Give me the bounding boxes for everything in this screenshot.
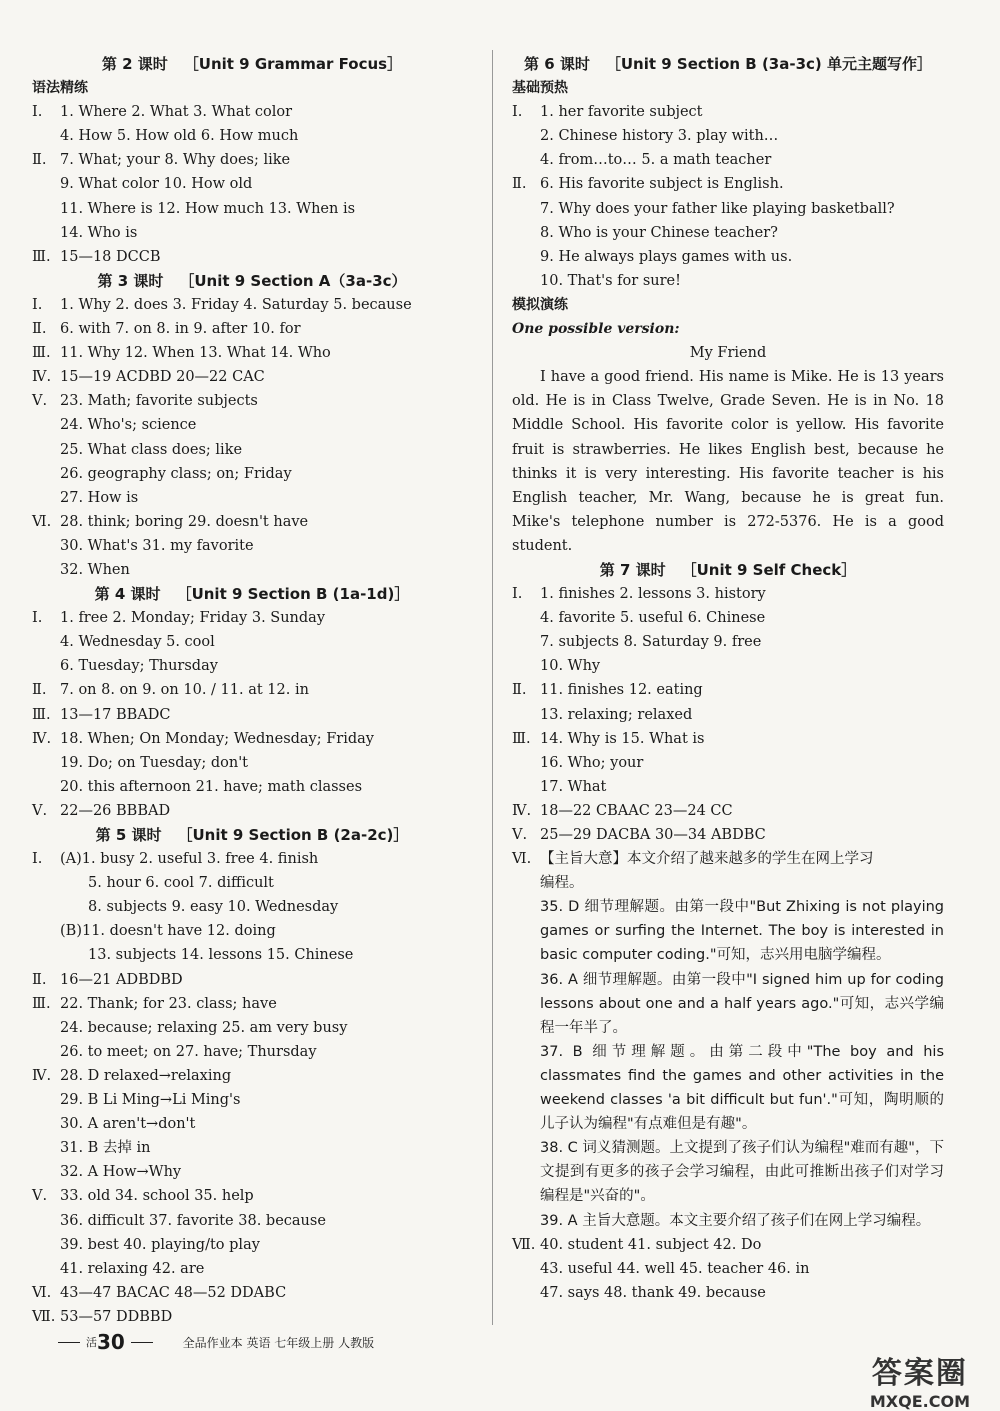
roman-numeral: Ⅳ. [32, 730, 52, 747]
answer-text: 4. How 5. How old 6. How much [60, 128, 299, 145]
answer-row [512, 823, 944, 847]
answer-text: 24. because; relaxing 25. am very busy [60, 1019, 348, 1036]
answer-text: 6. His favorite subject is English. [540, 176, 784, 193]
lesson-number: 第 7 课时 [599, 560, 666, 579]
answer-row [32, 1281, 472, 1305]
answer-row [32, 630, 472, 654]
explanation-item: 36. A 细节理解题。由第一段中"I signed him up for coding lessons about one and a half years ago."可知，志兴学编程一年半了。 [540, 971, 944, 1036]
roman-numeral: Ⅲ. [32, 706, 51, 723]
answer-text: 1. finishes 2. lessons 3. history [540, 586, 766, 603]
answer-text: 22. Thank; for 23. class; have [60, 995, 277, 1012]
lesson-number: 第 2 课时 [101, 55, 168, 73]
answer-text: 16. Who; your [540, 754, 644, 771]
answer-text: 1. Where 2. What 3. What color [60, 104, 293, 121]
lesson-title: ［Unit 9 Section A（3a-3c） [179, 271, 407, 290]
answer-row [32, 1305, 472, 1329]
roman-numeral: Ⅶ. [32, 1308, 56, 1325]
answer-text: 13—17 BBADC [60, 706, 171, 723]
roman-numeral: Ⅵ. [32, 1284, 52, 1301]
answer-row [512, 678, 944, 702]
answer-text: (A)1. busy 2. useful 3. free 4. finish [60, 851, 319, 868]
answer-row [32, 751, 472, 775]
answer-text: 7. subjects 8. Saturday 9. free [540, 634, 762, 651]
explanation-item: 37. B 细节理解题。由第二段中"The boy and his classmates find the games and other activities in the weekend classes 'a bit difficult but fun'."可知，陶明顺的儿子认为编程"有点难但是有趣"。 [540, 1043, 944, 1133]
answer-text: 9. What color 10. How old [60, 176, 253, 193]
lesson-heading [512, 558, 944, 582]
answer-row [32, 775, 472, 799]
explanation-item: 35. D 细节理解题。由第一段中"But Zhixing is not playing games or surfing the Internet. The boy is interested in basic computer coding."可知，志兴用电脑学编程。 [540, 899, 944, 964]
answer-text: 39. best 40. playing/to play [60, 1236, 260, 1253]
answer-row [32, 365, 472, 389]
answer-row [32, 1088, 472, 1112]
answer-row [32, 1112, 472, 1136]
answer-row [32, 968, 472, 992]
answer-row [32, 1209, 472, 1233]
roman-numeral: Ⅲ. [512, 730, 531, 747]
answer-row [32, 172, 472, 196]
answer-text: 31. B 去掉 in [60, 1140, 151, 1157]
roman-numeral: Ⅲ. [32, 345, 51, 362]
essay-paragraph: I have a good friend. His name is Mike. He is 13 years old. He is in Class Twelve, Grade Seven. He is in No. 18 Middle School. His favorite color is yellow. His favorite fruit is strawberries. He likes English best, because he thinks it is very interesting. His favorite teacher is his English teacher, Mr. Wang, because he is great fun. Mike's telephone number is 272-5376. He is a good student. [512, 369, 944, 554]
lesson-heading [32, 582, 472, 606]
answer-row [512, 775, 944, 799]
answer-row [512, 172, 944, 196]
answer-text: 25—29 DACBA 30—34 ABDBC [540, 827, 766, 843]
answer-text: 30. What's 31. my favorite [60, 537, 254, 554]
answer-row [512, 582, 944, 606]
roman-numeral: Ⅶ. [512, 1236, 536, 1253]
answer-text: 4. Wednesday 5. cool [60, 634, 215, 651]
answer-text: 26. to meet; on 27. have; Thursday [60, 1043, 317, 1060]
answer-text: (B)11. doesn't have 12. doing [60, 923, 276, 940]
answer-text: 1. her favorite subject [540, 104, 703, 121]
answer-text: 11. Why 12. When 13. What 14. Who [60, 345, 331, 362]
answer-text: 1. Why 2. does 3. Friday 4. Saturday 5. because [60, 296, 412, 313]
answer-row [512, 148, 944, 172]
roman-numeral: Ⅳ. [32, 369, 52, 386]
answer-text: 43—47 BACAC 48—52 DDABC [60, 1284, 287, 1301]
answer-text: 17. What [540, 778, 607, 795]
answer-row [32, 799, 472, 823]
roman-numeral: Ⅱ. [512, 176, 527, 193]
lesson-number: 第 3 课时 [97, 271, 164, 290]
watermark-text: 答案圈 [871, 1356, 968, 1391]
answer-row [32, 341, 472, 365]
answer-row [512, 124, 944, 148]
answer-text: 11. Where is 12. How much 13. When is [60, 200, 356, 217]
footer-dash [131, 1342, 153, 1343]
page-prefix: 活 [86, 1336, 97, 1349]
answer-row [512, 1281, 944, 1305]
answer-text: 36. difficult 37. favorite 38. because [60, 1212, 326, 1229]
answer-text: 25. What class does; like [60, 441, 243, 458]
answer-text: 19. Do; on Tuesday; don't [60, 754, 249, 771]
roman-numeral: Ⅱ. [32, 682, 47, 699]
roman-numeral: Ⅰ. [32, 610, 43, 627]
roman-numeral: Ⅰ. [32, 851, 43, 868]
answer-row [512, 847, 944, 871]
lesson-heading [32, 823, 472, 847]
section-label: 基础预热 [512, 80, 568, 97]
answer-text: 27. How is [60, 489, 139, 506]
lesson-title: ［Unit 9 Section B (2a-2c)］ [177, 826, 409, 844]
answer-row [512, 606, 944, 630]
watermark-url: MXQE.COM [869, 1392, 970, 1411]
essay-title: My Friend [689, 345, 767, 362]
answer-text: 53—57 DDBBD [60, 1308, 173, 1325]
section-label: 模拟演练 [512, 296, 568, 313]
answer-text: 编程。 [540, 875, 584, 892]
answer-row [512, 799, 944, 823]
answer-row [512, 727, 944, 751]
answer-row [32, 558, 472, 582]
answer-row [512, 269, 944, 293]
answer-row [32, 510, 472, 534]
lesson-heading [32, 269, 472, 293]
answer-row [32, 992, 472, 1016]
answer-text: 18—22 CBAAC 23—24 CC [540, 802, 733, 819]
explanation-item: 39. A 主旨大意题。本文主要介绍了孩子们在网上学习编程。 [540, 1212, 931, 1229]
explanation-item: 38. C 词义猜测题。上文提到了孩子们认为编程"难而有趣"，下文提到有更多的孩子会学习编程，由此可推断出孩子们对学习编程是"兴奋的"。 [540, 1140, 944, 1205]
answer-row [32, 847, 472, 871]
book-info: 全品作业本 英语 七年级上册 人教版 [182, 1335, 375, 1350]
roman-numeral: Ⅰ. [32, 104, 43, 121]
answer-row [32, 389, 472, 413]
roman-numeral: Ⅴ. [32, 802, 48, 819]
answer-row [32, 293, 472, 317]
answer-row [32, 1160, 472, 1184]
roman-numeral: Ⅱ. [32, 152, 47, 169]
answer-text: 11. finishes 12. eating [540, 682, 703, 699]
answer-row [32, 678, 472, 702]
answer-text: 29. B Li Ming→Li Ming's [60, 1092, 241, 1109]
answer-row [32, 221, 472, 245]
answer-row [32, 124, 472, 148]
answer-text: 33. old 34. school 35. help [60, 1188, 254, 1205]
answer-row [512, 703, 944, 727]
answer-row [512, 871, 944, 895]
answer-text: 14. Who is [60, 224, 138, 241]
answer-text: 30. A aren't→don't [60, 1116, 196, 1133]
answer-text: 40. student 41. subject 42. Do [540, 1236, 762, 1253]
answer-row [32, 245, 472, 269]
roman-numeral: Ⅰ. [512, 586, 523, 603]
answer-row [32, 1064, 472, 1088]
roman-numeral: Ⅴ. [32, 1188, 48, 1205]
answer-text: 【主旨大意】本文介绍了越来越多的学生在网上学习 [540, 851, 874, 868]
answer-text: 10. Why [540, 658, 601, 675]
answer-text: 1. free 2. Monday; Friday 3. Sunday [60, 610, 326, 627]
answer-text: 13. relaxing; relaxed [540, 706, 693, 723]
answer-row [32, 895, 472, 919]
roman-numeral: Ⅵ. [512, 851, 532, 868]
answer-row [32, 486, 472, 510]
answer-text: 32. When [60, 561, 130, 578]
answer-row [32, 1184, 472, 1208]
answer-row [512, 221, 944, 245]
answer-text: 16—21 ADBDBD [60, 971, 183, 988]
answer-text: 32. A How→Why [60, 1164, 182, 1181]
answer-row [32, 727, 472, 751]
lesson-title: ［Unit 9 Self Check］ [681, 560, 857, 579]
lesson-heading [512, 52, 944, 76]
answer-row [32, 1136, 472, 1160]
roman-numeral: Ⅳ. [512, 802, 532, 819]
answer-text: 22—26 BBBAD [60, 802, 171, 819]
answer-text: 24. Who's; science [60, 417, 197, 434]
answer-text: 7. Why does your father like playing basketball? [540, 200, 895, 217]
section-label: 语法精练 [32, 80, 88, 97]
lesson-title: ［Unit 9 Section B (1a-1d)］ [176, 585, 410, 604]
answer-text: 7. What; your 8. Why does; like [60, 152, 291, 169]
answer-text: 41. relaxing 42. are [60, 1260, 205, 1277]
answer-row [32, 317, 472, 341]
roman-numeral: Ⅰ. [512, 104, 523, 121]
answer-row [512, 1257, 944, 1281]
answer-text: 15—19 ACDBD 20—22 CAC [60, 369, 265, 386]
lesson-title: ［Unit 9 Grammar Focus］ [183, 55, 403, 73]
lesson-number: 第 4 课时 [94, 585, 161, 604]
version-label: One possible version: [512, 321, 680, 338]
answer-row [512, 630, 944, 654]
answer-row [32, 462, 472, 486]
answer-row [32, 1016, 472, 1040]
answer-row [32, 871, 472, 895]
answer-row [32, 919, 472, 943]
roman-numeral: Ⅲ. [32, 995, 51, 1012]
answer-row [32, 438, 472, 462]
column-divider [492, 50, 493, 1325]
answer-row [32, 100, 472, 124]
answer-text: 26. geography class; on; Friday [60, 465, 292, 482]
answer-text: 4. from…to… 5. a math teacher [540, 152, 772, 169]
answer-text: 6. Tuesday; Thursday [60, 658, 218, 675]
answer-text: 6. with 7. on 8. in 9. after 10. for [60, 321, 301, 338]
answer-text: 8. subjects 9. easy 10. Wednesday [88, 899, 339, 916]
answer-row [512, 751, 944, 775]
answer-text: 28. think; boring 29. doesn't have [60, 513, 309, 530]
answer-text: 2. Chinese history 3. play with… [540, 128, 779, 145]
answer-text: 10. That's for sure! [540, 272, 681, 289]
answer-row [512, 1233, 944, 1257]
roman-numeral: Ⅱ. [32, 321, 47, 338]
roman-numeral: Ⅲ. [32, 248, 51, 265]
answer-row [32, 654, 472, 678]
lesson-heading [32, 52, 472, 76]
answer-row [32, 534, 472, 558]
answer-text: 47. says 48. thank 49. because [540, 1284, 766, 1301]
answer-row [512, 654, 944, 678]
roman-numeral: Ⅰ. [32, 296, 43, 313]
answer-text: 18. When; On Monday; Wednesday; Friday [60, 730, 374, 747]
answer-text: 20. this afternoon 21. have; math classes [60, 778, 363, 795]
answer-text: 7. on 8. on 9. on 10. / 11. at 12. in [60, 682, 309, 699]
answer-row [32, 197, 472, 221]
footer-dash [58, 1342, 80, 1343]
right-column [512, 52, 944, 1305]
answer-text: 28. D relaxed→relaxing [60, 1067, 232, 1084]
answer-row [512, 245, 944, 269]
answer-row [32, 1257, 472, 1281]
roman-numeral: Ⅴ. [512, 827, 528, 843]
answer-text: 15—18 DCCB [60, 248, 161, 265]
page-footer [52, 1330, 374, 1354]
answer-text: 43. useful 44. well 45. teacher 46. in [540, 1260, 810, 1277]
answer-text: 4. favorite 5. useful 6. Chinese [540, 610, 766, 627]
left-column [32, 52, 472, 1329]
roman-numeral: Ⅱ. [32, 971, 47, 988]
answer-row [32, 1040, 472, 1064]
answer-text: 13. subjects 14. lessons 15. Chinese [88, 947, 354, 964]
lesson-number: 第 6 课时 [523, 55, 590, 73]
page-number: 30 [97, 1330, 125, 1354]
answer-row [32, 413, 472, 437]
roman-numeral: Ⅴ. [32, 393, 48, 410]
answer-text: 5. hour 6. cool 7. difficult [88, 875, 274, 892]
answer-text: 9. He always plays games with us. [540, 248, 793, 265]
answer-row [32, 606, 472, 630]
roman-numeral: Ⅱ. [512, 682, 527, 699]
lesson-title: ［Unit 9 Section B (3a-3c) 单元主题写作］ [605, 55, 933, 73]
answer-text: 14. Why is 15. What is [540, 730, 705, 747]
answer-text: 23. Math; favorite subjects [60, 393, 258, 410]
answer-row [32, 943, 472, 967]
answer-row [32, 1233, 472, 1257]
answer-row [32, 703, 472, 727]
answer-row [512, 197, 944, 221]
roman-numeral: Ⅵ. [32, 513, 52, 530]
watermark-logo [870, 1348, 970, 1411]
answer-row [512, 100, 944, 124]
lesson-number: 第 5 课时 [95, 826, 162, 844]
roman-numeral: Ⅳ. [32, 1067, 52, 1084]
answer-row [32, 148, 472, 172]
answer-text: 8. Who is your Chinese teacher? [540, 224, 778, 241]
